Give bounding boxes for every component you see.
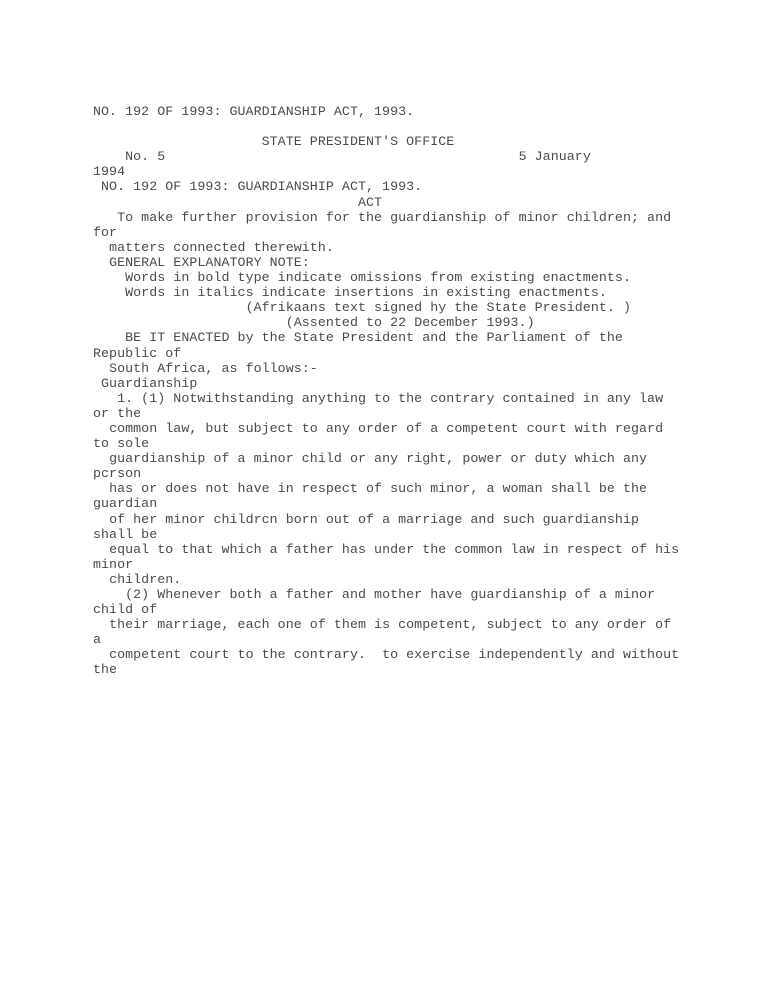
enacting-formula [93,330,748,375]
subsection-1-line-4: to sole [93,436,150,452]
subsection-1-line-10: shall be [93,526,158,542]
enacting-line-1: BE IT ENACTED by the State President and the Parliament of the [125,330,623,346]
office-heading-text: STATE PRESIDENT'S OFFICE [261,134,455,150]
explanatory-note-bold-text: Words in bold type indicate omissions from existing enactments. [125,270,631,286]
subsection-1-line-12: minor [93,556,134,572]
section-heading-text: Guardianship [101,375,198,391]
signature-notes [93,300,748,330]
subsection-1-line-9: of her minor childrcn born out of a marriage and such guardianship [109,511,640,527]
subsection-1-line-13: children. [109,571,182,587]
office-heading [93,134,748,149]
subsection-2-line-3: their marriage, each one of them is competent, subject to any order of [109,617,672,633]
subsection-1-line-7: has or does not have in respect of such minor, a woman shall be the [109,481,648,497]
subsection-1-line-6: pcrson [93,466,142,482]
notice-number-line [93,149,748,179]
subsection-1-line-1: 1. (1) Notwithstanding anything to the contrary contained in any law [117,390,664,406]
enacting-line-2: Republic of [93,345,182,361]
subsection-1-paragraph [93,391,748,587]
long-title-line-1: To make further provision for the guardianship of minor children; and [117,209,672,225]
enacting-line-3: South Africa, as follows:- [109,360,318,376]
act-heading-text: ACT [357,194,383,210]
signed-note-text: (Afrikaans text signed hy the State President. ) [245,300,631,316]
notice-year: 1994 [93,164,126,180]
subsection-2-line-6: the [93,662,118,678]
explanatory-note-heading-text: GENERAL EXPLANATORY NOTE: [109,254,310,270]
notice-date: 5 January [518,149,591,165]
notice-number: No. 5 [125,149,166,165]
blank-spacer-1 [93,119,748,134]
subsection-1-line-11: equal to that which a father has under the common law in respect of his [109,541,680,557]
subsection-1-line-3: common law, but subject to any order of a competent court with regard [109,420,664,436]
assented-note-text: (Assented to 22 December 1993.) [285,315,535,331]
explanatory-note-italic-line [93,285,748,300]
explanatory-note-bold-line [93,270,748,285]
explanatory-note-italic-text: Words in italics indicate insertions in existing enactments. [125,285,607,301]
subsection-2-line-5: competent court to the contrary. to exercise independently and without [109,647,680,663]
long-title-line-2: for [93,224,118,240]
act-heading-line [93,195,748,210]
subsection-1-line-8: guardian [93,496,158,512]
subsection-2-line-4: a [93,632,102,648]
document-title-line: NO. 192 OF 1993: GUARDIANSHIP ACT, 1993. [93,104,415,119]
subsection-2-line-1: (2) Whenever both a father and mother have guardianship of a minor [125,587,656,602]
long-title-paragraph [93,210,748,255]
act-citation-text: NO. 192 OF 1993: GUARDIANSHIP ACT, 1993. [101,179,423,195]
subsection-2-paragraph [93,587,748,678]
act-citation-line [93,179,748,194]
section-heading-line [93,376,748,391]
subsection-1-line-2: or the [93,405,142,421]
subsection-2-line-2: child of [93,602,158,618]
long-title-line-3: matters connected therewith. [109,239,334,255]
explanatory-note-heading-line [93,255,748,270]
subsection-1-line-5: guardianship of a minor child or any right, power or duty which any [109,451,648,467]
